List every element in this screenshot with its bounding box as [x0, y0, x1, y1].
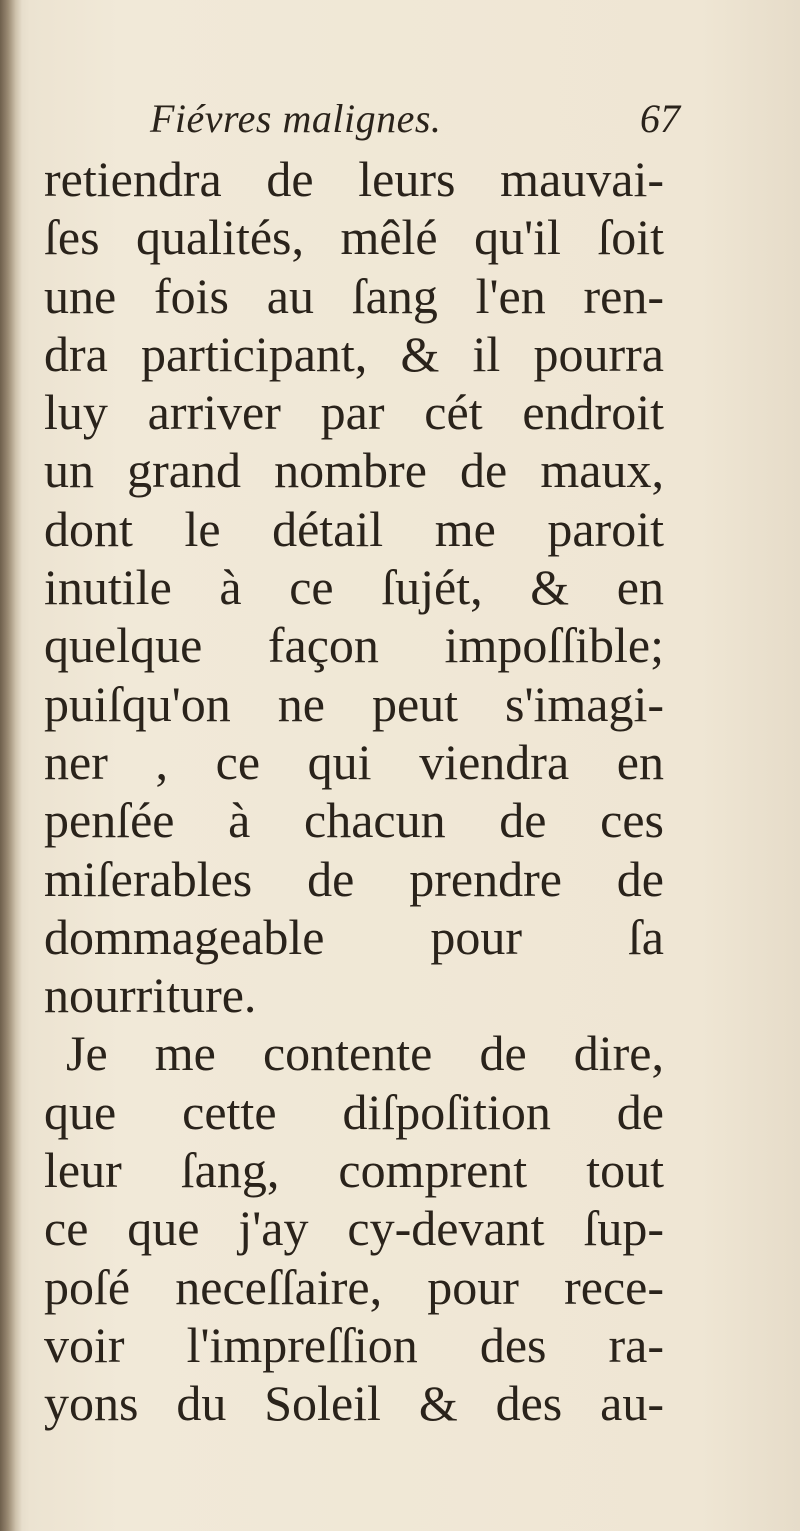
page-header — [150, 95, 680, 155]
body-text — [44, 150, 664, 1433]
text-line: dra participant, & il pourra — [44, 325, 664, 382]
text-line: voir l'impreſſion des ra- — [44, 1316, 664, 1373]
text-line: Je me contente de dire, — [66, 1025, 664, 1082]
text-line: dont le détail me paroit — [44, 500, 664, 557]
text-line: penſée à chacun de ces — [44, 792, 664, 849]
text-line: puiſqu'on ne peut s'imagi- — [44, 675, 664, 732]
text-line: luy arriver par cét endroit — [44, 384, 664, 441]
running-title: Fiévres malignes. — [150, 96, 442, 141]
text-line: ce que j'ay cy-devant ſup- — [44, 1200, 664, 1257]
text-line: une fois au ſang l'en ren- — [44, 267, 664, 324]
text-line: ner , ce qui viendra en — [44, 733, 664, 790]
text-line: que cette diſpoſition de — [44, 1083, 664, 1140]
text-line: ſes qualités, mêlé qu'il ſoit — [44, 209, 664, 266]
text-line: dommageable pour ſa — [44, 908, 664, 965]
binding-gutter — [0, 0, 22, 1531]
text-line: quelque façon impoſſible; — [44, 617, 664, 674]
text-line: leur ſang, comprent tout — [44, 1142, 664, 1199]
text-line: poſé neceſſaire, pour rece- — [44, 1258, 664, 1315]
text-line: retiendra de leurs mauvai- — [44, 151, 664, 207]
text-line: inutile à ce ſujét, & en — [44, 559, 664, 616]
text-line: miſerables de prendre de — [44, 850, 664, 907]
text-line: nourriture. — [44, 967, 257, 1024]
page-number: 67 — [640, 96, 680, 141]
text-line: un grand nombre de maux, — [44, 442, 664, 499]
text-line: yons du Soleil & des au- — [44, 1375, 664, 1432]
